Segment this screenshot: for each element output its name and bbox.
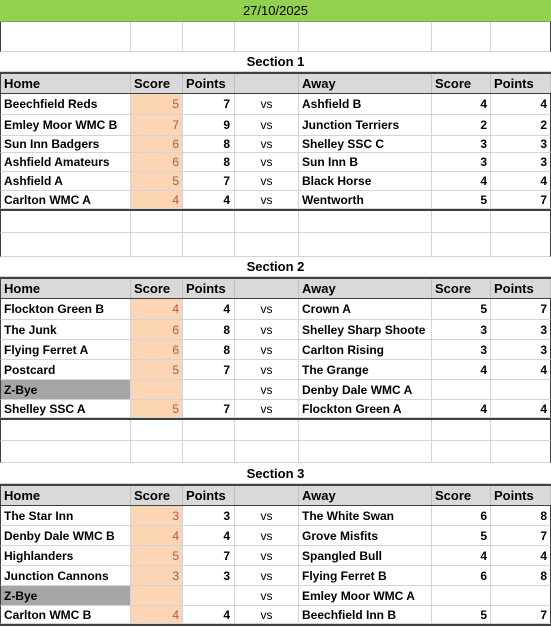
away-score[interactable]: 4 [432, 172, 491, 191]
home-points[interactable]: 7 [183, 360, 235, 380]
vs-label[interactable]: vs [235, 94, 299, 115]
header-home-score[interactable]: Score [131, 74, 183, 93]
home-team[interactable]: Beechfield Reds [0, 94, 131, 115]
header-away-points[interactable]: Points [491, 279, 551, 298]
section-title-row [0, 257, 551, 277]
empty-cell[interactable] [183, 420, 235, 441]
home-points[interactable]: 8 [183, 153, 235, 172]
away-points[interactable]: 4 [491, 94, 551, 115]
home-points[interactable]: 4 [183, 191, 235, 209]
away-score[interactable]: 3 [432, 320, 491, 340]
match-row [0, 566, 551, 586]
column-header-row [0, 277, 551, 299]
home-points[interactable]: 8 [183, 320, 235, 340]
away-team[interactable]: Carlton Rising [299, 340, 432, 360]
home-score[interactable] [131, 380, 183, 400]
home-team[interactable]: Sun Inn Badgers [0, 136, 131, 153]
home-score[interactable]: 5 [131, 360, 183, 380]
vs-label[interactable]: vs [235, 400, 299, 418]
empty-cell[interactable] [183, 441, 235, 463]
empty-row [0, 233, 551, 257]
empty-cell[interactable] [491, 441, 551, 463]
away-team[interactable]: Flockton Green A [299, 400, 432, 418]
empty-cell[interactable] [432, 211, 491, 233]
empty-cell[interactable] [491, 211, 551, 233]
empty-cell[interactable] [0, 420, 131, 441]
empty-cell[interactable] [131, 441, 183, 463]
home-score[interactable]: 5 [131, 94, 183, 115]
header-away[interactable]: Away [299, 486, 432, 505]
empty-cell[interactable] [299, 420, 432, 441]
section-title[interactable]: Section 2 [0, 257, 551, 277]
away-points[interactable]: 3 [491, 153, 551, 172]
away-points[interactable]: 8 [491, 506, 551, 526]
empty-cell[interactable] [299, 22, 432, 52]
empty-cell[interactable] [432, 233, 491, 257]
home-points[interactable]: 4 [183, 526, 235, 546]
vs-label[interactable]: vs [235, 586, 299, 606]
home-score[interactable]: 4 [131, 526, 183, 546]
home-points[interactable]: 7 [183, 172, 235, 191]
header-home-score[interactable]: Score [131, 279, 183, 298]
home-points[interactable]: 3 [183, 566, 235, 586]
empty-cell[interactable] [299, 233, 432, 257]
home-team[interactable]: Carlton WMC A [0, 191, 131, 209]
away-score[interactable]: 2 [432, 115, 491, 136]
header-away[interactable]: Away [299, 74, 432, 93]
away-team[interactable]: Black Horse [299, 172, 432, 191]
away-points[interactable]: 7 [491, 526, 551, 546]
home-points[interactable]: 8 [183, 136, 235, 153]
column-header-row [0, 484, 551, 506]
header-home-points[interactable]: Points [183, 74, 235, 93]
vs-label[interactable]: vs [235, 606, 299, 624]
header-home[interactable]: Home [0, 74, 131, 93]
away-score[interactable] [432, 586, 491, 606]
away-team[interactable]: Junction Terriers [299, 115, 432, 136]
empty-cell[interactable] [491, 233, 551, 257]
empty-cell[interactable] [131, 233, 183, 257]
away-team[interactable]: Emley Moor WMC A [299, 586, 432, 606]
home-points[interactable]: 4 [183, 299, 235, 320]
vs-label[interactable]: vs [235, 172, 299, 191]
vs-label[interactable]: vs [235, 546, 299, 566]
away-score[interactable]: 4 [432, 400, 491, 418]
home-score[interactable]: 5 [131, 400, 183, 418]
away-team[interactable]: Wentworth [299, 191, 432, 209]
away-team[interactable]: Spangled Bull [299, 546, 432, 566]
section-title-row [0, 463, 551, 484]
empty-cell[interactable] [183, 22, 235, 52]
away-score[interactable]: 6 [432, 506, 491, 526]
match-row [0, 115, 551, 136]
empty-cell[interactable] [0, 211, 131, 233]
empty-cell[interactable] [299, 441, 432, 463]
header-away-points[interactable]: Points [491, 486, 551, 505]
match-row [0, 340, 551, 360]
away-score[interactable]: 3 [432, 136, 491, 153]
away-points[interactable]: 7 [491, 299, 551, 320]
vs-label[interactable]: vs [235, 115, 299, 136]
empty-cell[interactable] [432, 22, 491, 52]
home-points[interactable]: 7 [183, 94, 235, 115]
away-score[interactable]: 4 [432, 546, 491, 566]
away-team[interactable]: Grove Misfits [299, 526, 432, 546]
home-team[interactable]: Emley Moor WMC B [0, 115, 131, 136]
away-team[interactable]: Beechfield Inn B [299, 606, 432, 624]
away-team[interactable]: Sun Inn B [299, 153, 432, 172]
empty-cell[interactable] [235, 211, 299, 233]
header-away-score[interactable]: Score [432, 279, 491, 298]
date-banner [0, 0, 551, 22]
header-home-points[interactable]: Points [183, 279, 235, 298]
header-vs[interactable] [235, 279, 299, 298]
vs-label[interactable]: vs [235, 526, 299, 546]
away-team[interactable]: The Grange [299, 360, 432, 380]
away-team[interactable]: Flying Ferret B [299, 566, 432, 586]
header-home-score[interactable]: Score [131, 486, 183, 505]
header-away[interactable]: Away [299, 279, 432, 298]
section-title[interactable]: Section 3 [0, 463, 551, 484]
header-vs[interactable] [235, 486, 299, 505]
match-row [0, 526, 551, 546]
header-vs[interactable] [235, 74, 299, 93]
empty-cell[interactable] [235, 420, 299, 441]
match-row [0, 506, 551, 526]
header-home[interactable]: Home [0, 486, 131, 505]
home-score[interactable]: 6 [131, 340, 183, 360]
section-title[interactable]: Section 1 [0, 52, 551, 72]
away-points[interactable]: 2 [491, 115, 551, 136]
vs-label[interactable]: vs [235, 136, 299, 153]
empty-cell[interactable] [131, 22, 183, 52]
header-away-score[interactable]: Score [432, 74, 491, 93]
home-team[interactable]: Highlanders [0, 546, 131, 566]
home-team[interactable]: Flying Ferret A [0, 340, 131, 360]
home-score[interactable]: 5 [131, 546, 183, 566]
away-score[interactable]: 5 [432, 299, 491, 320]
home-team[interactable]: Flockton Green B [0, 299, 131, 320]
vs-label[interactable]: vs [235, 191, 299, 209]
home-team[interactable]: Shelley SSC A [0, 400, 131, 418]
home-score[interactable]: 4 [131, 606, 183, 624]
column-header-row [0, 72, 551, 94]
match-row [0, 320, 551, 340]
home-points[interactable]: 4 [183, 606, 235, 624]
vs-label[interactable]: vs [235, 566, 299, 586]
home-score[interactable]: 6 [131, 320, 183, 340]
empty-cell[interactable] [0, 22, 131, 52]
home-team[interactable]: Denby Dale WMC B [0, 526, 131, 546]
vs-label[interactable]: vs [235, 360, 299, 380]
match-row [0, 360, 551, 380]
empty-row [0, 420, 551, 441]
empty-row [0, 211, 551, 233]
empty-cell[interactable] [131, 211, 183, 233]
away-score[interactable]: 3 [432, 340, 491, 360]
match-row [0, 191, 551, 211]
match-row [0, 586, 551, 606]
home-score[interactable]: 7 [131, 115, 183, 136]
home-team[interactable]: Z-Bye [0, 380, 131, 400]
empty-cell[interactable] [299, 211, 432, 233]
empty-row [0, 22, 551, 52]
home-score[interactable]: 6 [131, 136, 183, 153]
away-team[interactable]: The White Swan [299, 506, 432, 526]
home-score[interactable]: 6 [131, 153, 183, 172]
away-score[interactable]: 5 [432, 191, 491, 209]
away-points[interactable]: 7 [491, 191, 551, 209]
home-score[interactable]: 3 [131, 566, 183, 586]
away-team[interactable]: Shelley SSC C [299, 136, 432, 153]
empty-cell[interactable] [235, 22, 299, 52]
home-team[interactable]: The Junk [0, 320, 131, 340]
away-points[interactable]: 4 [491, 546, 551, 566]
away-points[interactable] [491, 380, 551, 400]
away-team[interactable]: Crown A [299, 299, 432, 320]
away-points[interactable]: 4 [491, 400, 551, 418]
home-team[interactable]: Ashfield A [0, 172, 131, 191]
empty-cell[interactable] [491, 420, 551, 441]
match-row [0, 153, 551, 172]
away-points[interactable]: 3 [491, 340, 551, 360]
vs-label[interactable]: vs [235, 299, 299, 320]
date-cell[interactable]: 27/10/2025 [242, 3, 309, 18]
vs-label[interactable]: vs [235, 320, 299, 340]
empty-row [0, 441, 551, 463]
home-points[interactable]: 9 [183, 115, 235, 136]
empty-cell[interactable] [432, 441, 491, 463]
home-points[interactable] [183, 380, 235, 400]
header-away-points[interactable]: Points [491, 74, 551, 93]
away-points[interactable]: 4 [491, 360, 551, 380]
away-points[interactable]: 4 [491, 172, 551, 191]
away-points[interactable]: 3 [491, 136, 551, 153]
empty-cell[interactable] [183, 211, 235, 233]
home-points[interactable]: 7 [183, 400, 235, 418]
home-score[interactable]: 4 [131, 299, 183, 320]
match-row [0, 400, 551, 420]
home-team[interactable]: Postcard [0, 360, 131, 380]
vs-label[interactable]: vs [235, 153, 299, 172]
empty-cell[interactable] [131, 420, 183, 441]
empty-cell[interactable] [183, 233, 235, 257]
home-team[interactable]: Z-Bye [0, 586, 131, 606]
match-row [0, 299, 551, 320]
home-score[interactable]: 5 [131, 172, 183, 191]
header-home[interactable]: Home [0, 279, 131, 298]
match-row [0, 380, 551, 400]
home-score[interactable] [131, 586, 183, 606]
match-row [0, 606, 551, 626]
empty-cell[interactable] [235, 441, 299, 463]
home-team[interactable]: Carlton WMC B [0, 606, 131, 624]
away-score[interactable]: 6 [432, 566, 491, 586]
home-score[interactable]: 3 [131, 506, 183, 526]
match-row [0, 94, 551, 115]
away-score[interactable]: 4 [432, 94, 491, 115]
vs-label[interactable]: vs [235, 506, 299, 526]
home-points[interactable]: 7 [183, 546, 235, 566]
section-title-row [0, 52, 551, 72]
header-home-points[interactable]: Points [183, 486, 235, 505]
vs-label[interactable]: vs [235, 340, 299, 360]
home-points[interactable]: 8 [183, 340, 235, 360]
away-points[interactable]: 7 [491, 606, 551, 624]
empty-cell[interactable] [432, 420, 491, 441]
home-points[interactable]: 3 [183, 506, 235, 526]
home-points[interactable] [183, 586, 235, 606]
empty-cell[interactable] [0, 441, 131, 463]
home-team[interactable]: Junction Cannons [0, 566, 131, 586]
header-away-score[interactable]: Score [432, 486, 491, 505]
empty-cell[interactable] [0, 233, 131, 257]
away-score[interactable]: 4 [432, 360, 491, 380]
empty-cell[interactable] [235, 233, 299, 257]
away-team[interactable]: Shelley Sharp Shoote [299, 320, 432, 340]
vs-label[interactable]: vs [235, 380, 299, 400]
away-score[interactable] [432, 380, 491, 400]
empty-cell[interactable] [491, 22, 551, 52]
away-points[interactable] [491, 586, 551, 606]
away-points[interactable]: 3 [491, 320, 551, 340]
away-score[interactable]: 5 [432, 526, 491, 546]
away-points[interactable]: 8 [491, 566, 551, 586]
match-row [0, 172, 551, 191]
away-score[interactable]: 3 [432, 153, 491, 172]
away-team[interactable]: Denby Dale WMC A [299, 380, 432, 400]
match-row [0, 136, 551, 153]
match-row [0, 546, 551, 566]
away-score[interactable]: 5 [432, 606, 491, 624]
home-team[interactable]: Ashfield Amateurs [0, 153, 131, 172]
home-score[interactable]: 4 [131, 191, 183, 209]
home-team[interactable]: The Star Inn [0, 506, 131, 526]
away-team[interactable]: Ashfield B [299, 94, 432, 115]
